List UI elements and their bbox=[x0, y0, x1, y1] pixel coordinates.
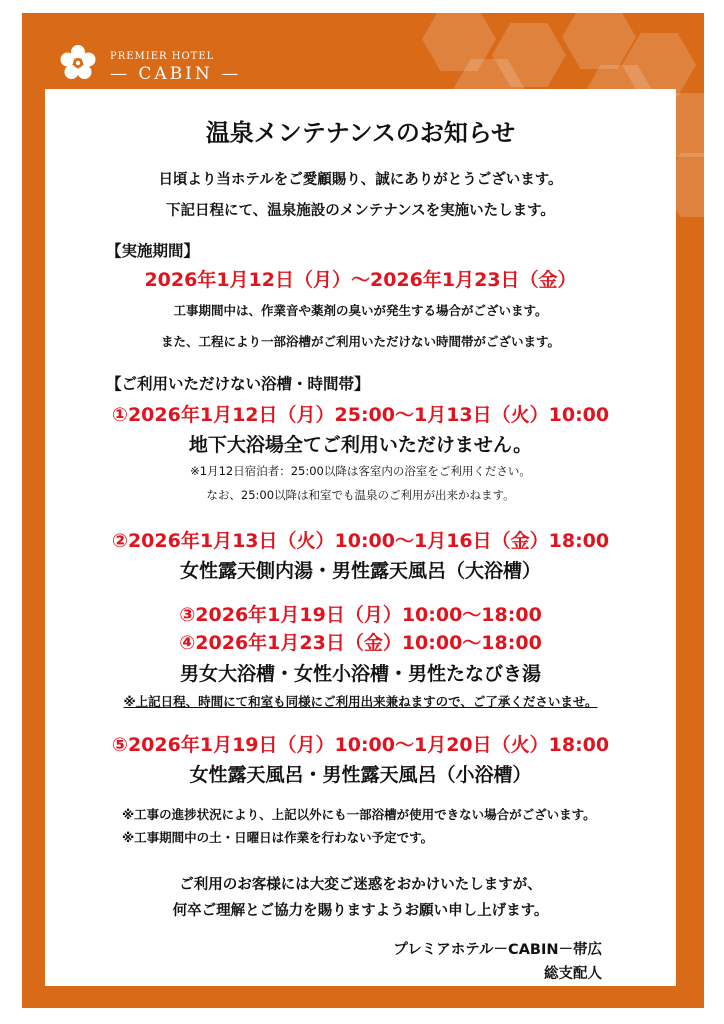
period-dates: 2026年1月12日（月）～2026年1月23日（金） bbox=[144, 269, 577, 291]
schedule-5-dates: ⑤2026年1月19日（月）10:00～1月20日（火）18:00 bbox=[111, 734, 610, 756]
hotel-logo bbox=[58, 41, 258, 89]
schedule-1-dates: ①2026年1月12日（月）25:00～1月13日（火）10:00 bbox=[111, 404, 610, 426]
closing-line-1: ご利用のお客様には大変ご迷惑をおかけいたしますが、 bbox=[179, 877, 542, 893]
period-heading: 【実施期間】 bbox=[106, 242, 200, 260]
flower-logo-icon bbox=[58, 43, 98, 83]
schedule-1-note-1: ※1月12日宿泊者：25:00以降は客室内の浴室をご利用ください。 bbox=[190, 464, 531, 478]
intro-line-1: 日頃より当ホテルをご愛顧賜り、誠にありがとうございます。 bbox=[158, 172, 563, 188]
schedule-34-note: ※上記日程、時間にて和室も同様にご利用出来兼ねますので、ご了承くださいませ。 bbox=[123, 694, 598, 709]
schedule-2-dates: ②2026年1月13日（火）10:00～1月16日（金）18:00 bbox=[111, 530, 610, 552]
footnote-2: ※工事期間中の土・日曜日は作業を行わない予定です。 bbox=[122, 830, 434, 845]
footnote-1: ※工事の進捗状況により、上記以外にも一部浴槽が使用できない場合がございます。 bbox=[122, 807, 596, 822]
period-note-2: また、工程により一部浴槽がご利用いただけない時間帯がございます。 bbox=[160, 334, 560, 349]
schedule-34-description: 男女大浴槽・女性小浴槽・男性たなびき湯 bbox=[179, 663, 541, 685]
schedule-1-description: 地下大浴場全てご利用いただけません。 bbox=[188, 434, 533, 456]
logo-tagline: PREMIER HOTEL bbox=[110, 51, 215, 62]
signature-title: 総支配人 bbox=[544, 966, 602, 982]
notice-title: 温泉メンテナンスのお知らせ bbox=[205, 119, 516, 147]
schedule-1-note-2: なお、25:00以降は和室でも温泉のご利用が出来かねます。 bbox=[206, 488, 515, 502]
schedule-4-dates: ④2026年1月23日（金）10:00～18:00 bbox=[179, 632, 542, 654]
intro-line-2: 下記日程にて、温泉施設のメンテナンスを実施いたします。 bbox=[166, 203, 555, 219]
schedule-5-description: 女性露天風呂・男性露天風呂（小浴槽） bbox=[189, 764, 532, 786]
closing-line-2: 何卒ご理解とご協力を賜りますようお願い申し上げます。 bbox=[172, 903, 549, 919]
logo-wordmark: — CABIN — bbox=[110, 64, 242, 84]
signature-hotel: プレミアホテル－CABIN－帯広 bbox=[393, 942, 602, 958]
notice-panel bbox=[45, 89, 676, 986]
unavailable-heading: 【ご利用いただけない浴槽・時間帯】 bbox=[106, 375, 370, 393]
schedule-3-dates: ③2026年1月19日（月）10:00～18:00 bbox=[179, 604, 542, 626]
period-note-1: 工事期間中は、作業音や薬剤の臭いが発生する場合がございます。 bbox=[173, 303, 548, 318]
schedule-2-description: 女性露天側内湯・男性露天風呂（大浴槽） bbox=[179, 560, 541, 582]
